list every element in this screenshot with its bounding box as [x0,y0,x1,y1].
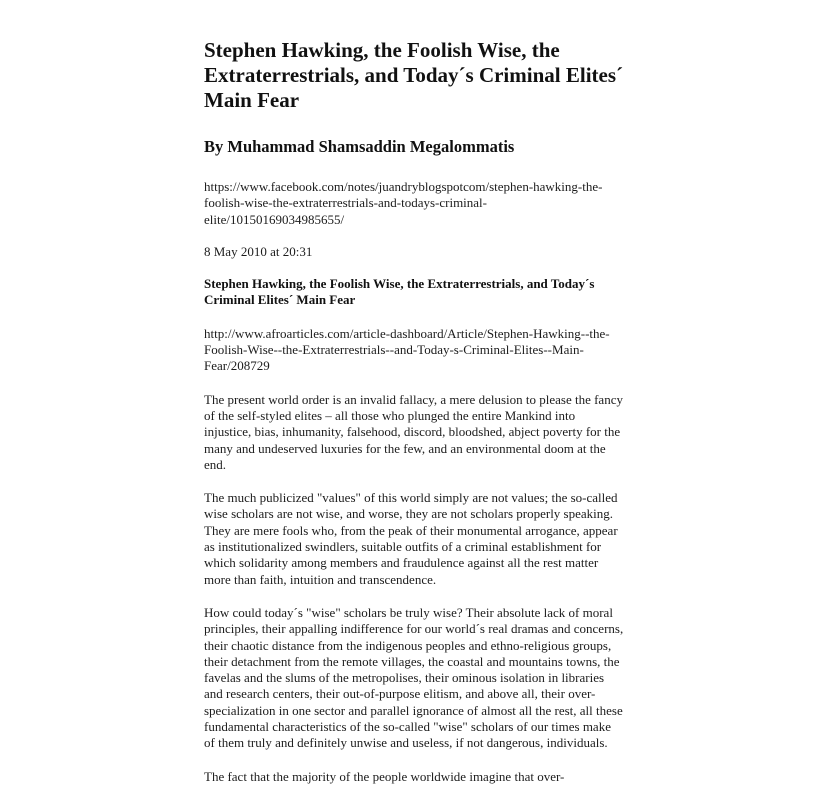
article-subtitle: Stephen Hawking, the Foolish Wise, the Extraterrestrials, and Today´s Criminal Elites´ Main Fear [204,276,595,308]
author-byline: By Muhammad Shamsaddin Megalommatis [204,137,515,156]
body-paragraph: The present world order is an invalid fallacy, a mere delusion to please the fancy of the self-styled elites – all those who plunged the entire Mankind into injustice, bias, inhumanity, falsehood, discord, bloodshed, abject poverty for the many and undeserved luxuries for the few, and an environmental doom at the end. [204,391,623,472]
document-page [204,38,624,785]
document-title: Stephen Hawking, the Foolish Wise, the Extraterrestrials, and Today´s Criminal Elites´ Main Fear [204,38,624,112]
article-link[interactable]: http://www.afroarticles.com/article-dashboard/Article/Stephen-Hawking--the-Foolish-Wise--the-Extraterrestrials--and-Today-s-Criminal-Elites--Main-Fear/208729 [204,325,610,374]
body-paragraph: The much publicized "values" of this world simply are not values; the so-called wise scholars are not wise, and worse, they are not scholars properly speaking. They are mere fools who, from the peak of their monumental arrogance, appear as institutionalized swindlers, suitable outfits of a criminal establishment for which solidarity among members and fraudulence against all the rest matter more than faith, intuition and transcendence. [204,490,618,587]
publication-date: 8 May 2010 at 20:31 [204,243,313,259]
source-link[interactable]: https://www.facebook.com/notes/juandryblogspotcom/stephen-hawking-the-foolish-wise-the-extraterrestrials-and-todays-criminal-elite/10150169034985655/ [204,179,603,227]
body-paragraph: The fact that the majority of the people worldwide imagine that over- [204,768,565,784]
body-paragraph: How could today´s "wise" scholars be truly wise? Their absolute lack of moral principles, their appalling indifference for our world´s real dramas and concerns, their chaotic distance from the indigenous peoples and ethno-religious groups, their detachment from the remote villages, the coastal and mountains towns, the favelas and the slums of the metropolises, their ominous isolation in libraries and research centers, their out-of-purpose elitism, and above all, their over-specialization in one sector and parallel ignorance of almost all the rest, all these fundamental characteristics of the so-called "wise" scholars of our times make of them truly and definitely unwise and useless, if not dangerous, individuals. [204,604,624,751]
